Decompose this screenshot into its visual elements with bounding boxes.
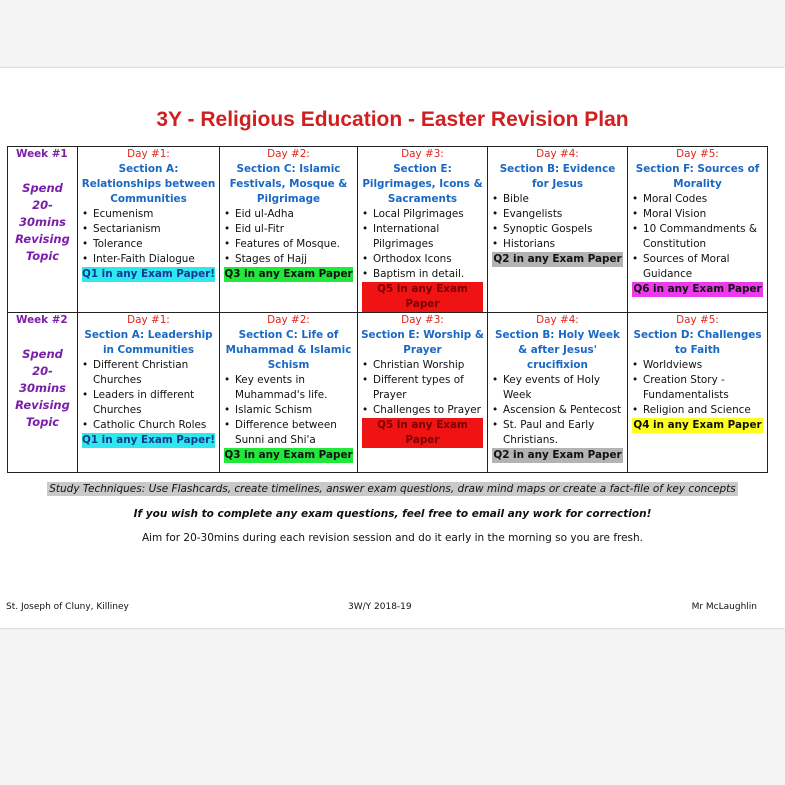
topic-item: • Different types of Prayer xyxy=(360,373,485,403)
topic-item: • Evangelists xyxy=(490,207,625,222)
exam-question-highlight: Q3 in any Exam Paper xyxy=(224,268,353,280)
section-title: Section E: Pilgrimages, Icons & Sacraments xyxy=(362,163,483,205)
topic-item: • International Pilgrimages xyxy=(360,222,485,252)
exam-question-highlight: Q2 in any Exam Paper xyxy=(493,449,622,461)
section-title: Section D: Challenges to Faith xyxy=(633,329,762,356)
section-title: Section A: Relationships between Communities xyxy=(81,163,216,205)
week-label: Week #2 xyxy=(16,314,68,326)
email-work-note: If you wish to complete any exam questions, feel free to email any work for correction! xyxy=(133,508,652,520)
topic-item: • Features of Mosque. xyxy=(222,237,355,252)
spend-time-line: Revising xyxy=(15,398,70,412)
footer-teacher: Mr McLaughlin xyxy=(691,602,757,612)
topic-item: • Leaders in different Churches xyxy=(80,388,217,418)
day-cell xyxy=(78,313,220,473)
topic-item: • Bible xyxy=(490,192,625,207)
topic-item: • St. Paul and Early Christians. xyxy=(490,418,625,448)
study-techniques-text: Study Techniques: Use Flashcards, create timelines, answer exam questions, draw mind maps or create a fact-file of key concepts xyxy=(49,483,736,495)
day-cell xyxy=(220,147,358,313)
week-row xyxy=(8,147,768,313)
topic-item: • Religion and Science xyxy=(630,403,765,418)
day-cell xyxy=(628,147,768,313)
topic-list xyxy=(80,358,217,433)
topic-item: • Baptism in detail. xyxy=(360,267,485,282)
day-heading: Day #3: xyxy=(401,314,444,326)
topic-list xyxy=(360,207,485,282)
topic-item: • Worldviews xyxy=(630,358,765,373)
page-title: 3Y - Religious Education - Easter Revision Plan xyxy=(156,108,629,131)
topic-item: • Eid ul-Adha xyxy=(222,207,355,222)
section-title: Section B: Evidence for Jesus xyxy=(499,163,616,190)
day-cell xyxy=(358,147,488,313)
topic-item: • Different Christian Churches xyxy=(80,358,217,388)
aim-note: Aim for 20-30mins during each revision session and do it early in the morning so you are fresh. xyxy=(141,532,644,544)
topic-item: • Historians xyxy=(490,237,625,252)
spend-time-line: Revising xyxy=(15,232,70,246)
topic-item: • Moral Codes xyxy=(630,192,765,207)
topic-item: • Christian Worship xyxy=(360,358,485,373)
day-heading: Day #1: xyxy=(127,148,170,160)
exam-question-highlight: Q5 in any Exam Paper xyxy=(362,282,483,312)
week-row xyxy=(8,313,768,473)
section-title: Section E: Worship & Prayer xyxy=(361,329,484,356)
topic-list xyxy=(490,373,625,448)
topic-list xyxy=(360,358,485,418)
topic-item: • Sources of Moral Guidance xyxy=(630,252,765,282)
exam-question-highlight: Q4 in any Exam Paper xyxy=(633,419,762,431)
section-title: Section C: Life of Muhammad & Islamic Schism xyxy=(225,329,352,371)
topic-item: • 10 Commandments & Constitution xyxy=(630,222,765,252)
topic-list xyxy=(490,192,625,252)
day-heading: Day #3: xyxy=(401,148,444,160)
topic-item: • Stages of Hajj xyxy=(222,252,355,267)
footer-code: 3W/Y 2018-19 xyxy=(348,602,412,612)
topic-item: • Difference between Sunni and Shi'a xyxy=(222,418,355,448)
revision-plan-page xyxy=(0,68,785,628)
week-cell xyxy=(8,147,78,313)
spend-time-line: 20-30mins xyxy=(19,198,66,229)
topic-list xyxy=(630,358,765,418)
topic-item: • Catholic Church Roles xyxy=(80,418,217,433)
day-heading: Day #5: xyxy=(676,148,719,160)
topic-item: • Creation Story - Fundamentalists xyxy=(630,373,765,403)
topic-list xyxy=(630,192,765,282)
revision-table xyxy=(7,146,768,473)
week-label: Week #1 xyxy=(16,148,68,160)
topic-item: • Synoptic Gospels xyxy=(490,222,625,237)
topic-item: • Challenges to Prayer xyxy=(360,403,485,418)
footer-school: St. Joseph of Cluny, Killiney xyxy=(6,602,129,612)
day-cell xyxy=(78,147,220,313)
topic-item: • Orthodox Icons xyxy=(360,252,485,267)
exam-question-highlight: Q6 in any Exam Paper xyxy=(633,283,762,295)
topic-list xyxy=(222,207,355,267)
day-heading: Day #1: xyxy=(127,314,170,326)
topic-item: • Tolerance xyxy=(80,237,217,252)
day-heading: Day #2: xyxy=(267,148,310,160)
topic-item: • Inter-Faith Dialogue xyxy=(80,252,217,267)
topic-item: • Ascension & Pentecost xyxy=(490,403,625,418)
topic-item: • Moral Vision xyxy=(630,207,765,222)
section-title: Section B: Holy Week & after Jesus' crucifixion xyxy=(495,329,620,371)
spend-time-line: Spend xyxy=(22,181,63,195)
exam-question-highlight: Q1 in any Exam Paper! xyxy=(82,434,216,446)
topic-item: • Eid ul-Fitr xyxy=(222,222,355,237)
day-cell xyxy=(488,313,628,473)
exam-question-highlight: Q2 in any Exam Paper xyxy=(493,253,622,265)
topic-item: • Islamic Schism xyxy=(222,403,355,418)
day-cell xyxy=(488,147,628,313)
day-cell xyxy=(358,313,488,473)
day-heading: Day #5: xyxy=(676,314,719,326)
day-heading: Day #4: xyxy=(536,148,579,160)
spend-time-line: 20-30mins xyxy=(19,364,66,395)
topic-list xyxy=(80,207,217,267)
exam-question-highlight: Q3 in any Exam Paper xyxy=(224,449,353,461)
section-title: Section A: Leadership in Communities xyxy=(84,329,213,356)
spend-time-line: Topic xyxy=(25,415,60,429)
section-title: Section F: Sources of Morality xyxy=(635,163,760,190)
topic-item: • Sectarianism xyxy=(80,222,217,237)
section-title: Section C: Islamic Festivals, Mosque & Pilgrimage xyxy=(229,163,348,205)
topic-item: • Local Pilgrimages xyxy=(360,207,485,222)
day-heading: Day #2: xyxy=(267,314,310,326)
exam-question-highlight: Q1 in any Exam Paper! xyxy=(82,268,216,280)
exam-question-highlight: Q5 in any Exam Paper xyxy=(362,418,483,448)
spend-time-line: Spend xyxy=(22,347,63,361)
day-cell xyxy=(628,313,768,473)
topic-item: • Key events in Muhammad's life. xyxy=(222,373,355,403)
study-techniques xyxy=(0,483,785,495)
topic-item: • Ecumenism xyxy=(80,207,217,222)
topic-list xyxy=(222,373,355,448)
topic-item: • Key events of Holy Week xyxy=(490,373,625,403)
spend-time-line: Topic xyxy=(25,249,60,263)
day-cell xyxy=(220,313,358,473)
day-heading: Day #4: xyxy=(536,314,579,326)
week-cell xyxy=(8,313,78,473)
